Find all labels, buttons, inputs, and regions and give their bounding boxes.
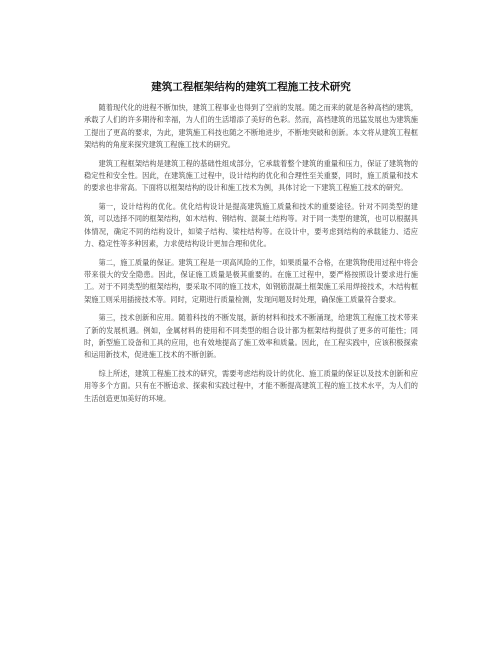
document-title: 建筑工程框架结构的建筑工程施工技术研究 [151,81,351,93]
document-body [84,102,418,412]
paragraph-intro: 随着现代化的进程不断加快，建筑工程事业也得到了空前的发展。随之而来的就是各种高档的建筑，承载了人们的许多期待和幸福，为人们的生活增添了美好的色彩。然而，高档建筑的迅猛发展也为建筑施工提出了更高的要求，为此，建筑施工科技也随之不断地进步，不断地突破和创新。本文将从建筑工程框架结构的角度来探究建筑工程施工技术的研究。 [84,103,418,149]
paragraph-technical-innovation: 第三，技术创新和应用。随着科技的不断发展，新的材料和技术不断涌现，给建筑工程施工技术带来了新的发展机遇。例如，金属材料的使用和不同类型的组合设计都为框架结构提供了更多的可能性；同时，新型施工设备和工具的应用，也有效地提高了施工效率和质量。因此，在工程实践中，应该积极探索和运用新技术，促进施工技术的不断创新。 [84,313,418,360]
paragraph-conclusion: 综上所述，建筑工程施工技术的研究，需要考虑结构设计的优化、施工质量的保证以及技术创新和应用等多个方面。只有在不断追求、探索和实践过程中，才能不断提高建筑工程的施工技术水平，为人们的生活创造更加美好的环境。 [84,369,418,403]
paragraph-framework-overview: 建筑工程框架结构是建筑工程的基础性组成部分，它承载着整个建筑的重量和压力，保证了建筑物的稳定性和安全性。因此，在建筑施工过程中，设计结构的优化和合理性至关重要，同时，施工质量和技术的要求也非常高。下面将以框架结构的设计和施工技术为例，具体讨论一下建筑工程施工技术的研究。 [84,158,418,193]
paragraph-design-optimization: 第一，设计结构的优化。优化结构设计是提高建筑施工质量和技术的重要途径。针对不同类型的建筑，可以选择不同的框架结构，如木结构、钢结构、混凝土结构等。对于同一类型的建筑，也可以根据具体情况，确定不同的结构设计，如梁子结构、梁柱结构等。在设计中，要考虑到结构的承载能力、适应力、稳定性等多种因素，力求使结构设计更加合理和优化。 [84,202,418,248]
paragraph-quality-assurance: 第二，施工质量的保证。建筑工程是一项高风险的工作，如果质量不合格，在建筑物使用过程中将会带来很大的安全隐患。因此，保证施工质量是极其重要的。在施工过程中，要严格按照设计要求进行施工。对于不同类型的框架结构，要采取不同的施工技术，如钢筋混凝土框架施工采用焊接技术，木结构框架施工则采用插接技术等。同时，定期进行质量检测，发现问题及时处理，确保施工质量符合要求。 [84,257,418,304]
